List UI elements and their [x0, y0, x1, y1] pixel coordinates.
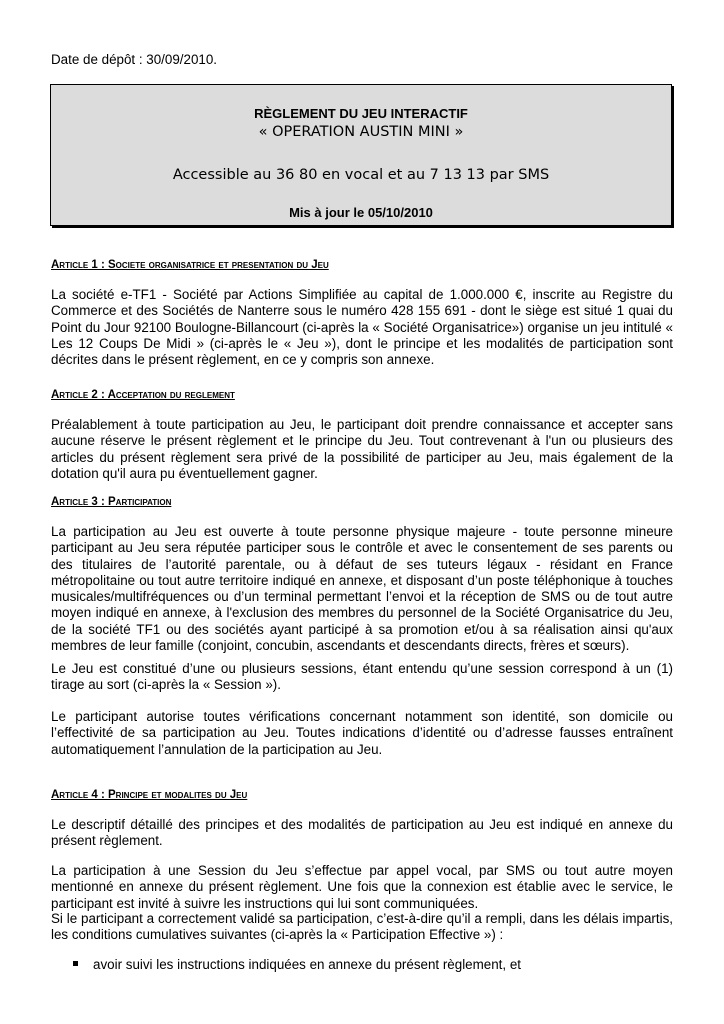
article-1-paragraph-1: La société e-TF1 - Société par Actions Simplifiée au capital de 1.000.000 €, inscrite au Registre du Commerce et des Sociétés de Nanterre sous le numéro 428 155 691 - dont le siège est situé 1 quai du Point du Jour 92100 Boulogne-Billancourt (ci-après la « Société Organisatrice») organise un jeu intitulé « Les 12 Coups De Midi » (ci-après le « Jeu »), dont le principe et les modalités de participation sont décrites dans le présent règlement, en ce y compris son annexe. [51, 287, 673, 368]
title-line-3: Accessible au 36 80 en vocal et au 7 13 13 par SMS [172, 167, 550, 183]
article-4-paragraph-2: La participation à une Session du Jeu s’effectue par appel vocal, par SMS ou tout autre moyen mentionné en annexe du présent règlement. Une fois que la connexion est établie avec le service, le participant est invité à suivre les instructions qui lui sont communiquées. [51, 863, 673, 911]
bullet-square-icon [73, 961, 78, 966]
article-4-heading: Article 4 : Principe et modalites du Jeu [51, 789, 248, 801]
article-4-bullet [73, 957, 521, 973]
title-box [50, 84, 672, 226]
title-line-2: « OPERATION AUSTIN MINI » [258, 124, 464, 140]
article-4-paragraph-1: Le descriptif détaillé des principes et des modalités de participation au Jeu est indiqué en annexe du présent règlement. [51, 817, 673, 849]
deposit-date: Date de dépôt : 30/09/2010. [51, 52, 218, 67]
title-line-1: RÈGLEMENT DU JEU INTERACTIF [254, 106, 468, 121]
article-3-heading: Article 3 : Participation [51, 496, 172, 508]
article-3-paragraph-1: La participation au Jeu est ouverte à toute personne physique majeure - toute personne mineure participant au Jeu sera réputée participer sous le contrôle et avec le consentement de ses parents ou des titulaires de l’autorité parentale, ou à défaut de ses tuteurs légaux - résidant en France métropolitaine ou tout autre territoire indiqué en annexe, et disposant d’un poste téléphonique à touches musicales/multifréquences ou d’un terminal permettant l’envoi et la réception de SMS ou de tout autre moyen indiqué en annexe, à l'exclusion des membres du personnel de la Société Organisatrice du Jeu, de la société TF1 ou des sociétés ayant participé à sa promotion et/ou à sa réalisation ainsi qu'aux membres de leur famille (conjoint, concubin, ascendants et descendants directs, frères et sœurs). [51, 524, 673, 654]
article-4-bullet-text: avoir suivi les instructions indiquées en annexe du présent règlement, et [93, 957, 522, 972]
article-1-heading: Article 1 : Societe organisatrice et presentation du Jeu [51, 259, 329, 271]
article-3-paragraph-3: Le participant autorise toutes vérifications concernant notamment son identité, son domicile ou l’effectivité de sa participation au Jeu. Toutes indications d’identité ou d’adresse fausses entraînent automatiquement l’annulation de la participation au Jeu. [51, 709, 673, 757]
article-4-paragraph-3: Si le participant a correctement validé sa participation, c’est-à-dire qu’il a rempli, dans les délais impartis, les conditions cumulatives suivantes (ci-après la « Participation Effective ») : [51, 911, 673, 943]
article-3-paragraph-2: Le Jeu est constitué d’une ou plusieurs sessions, étant entendu qu’une session correspond à un (1) tirage au sort (ci-après la « Session »). [51, 661, 673, 693]
title-updated: Mis à jour le 05/10/2010 [289, 205, 433, 220]
article-2-paragraph-1: Préalablement à toute participation au Jeu, le participant doit prendre connaissance et accepter sans aucune réserve le présent règlement et le principe du Jeu. Tout contrevenant à l'un ou plusieurs des articles du présent règlement sera privé de la possibilité de participer au Jeu, mais également de la dotation qu'il aura pu éventuellement gagner. [51, 417, 673, 481]
article-2-heading: Article 2 : Acceptation du reglement [51, 389, 235, 401]
